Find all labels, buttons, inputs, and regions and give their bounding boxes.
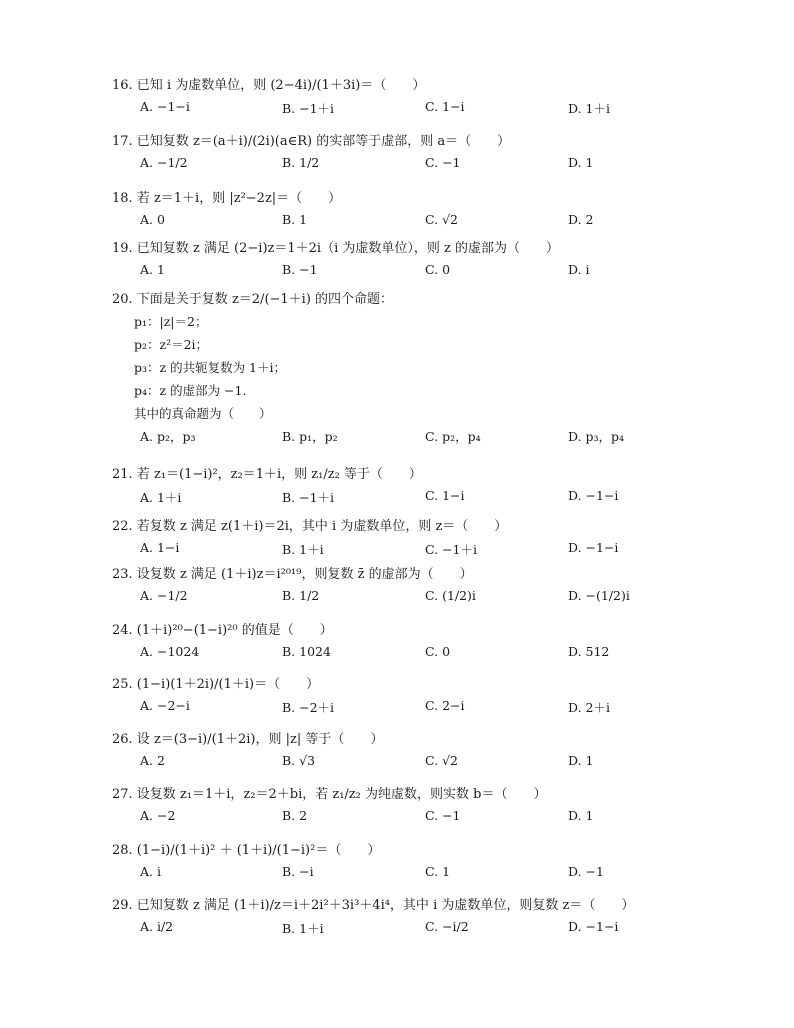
option-b[interactable]: B. 2: [282, 808, 308, 823]
option-d[interactable]: D. 1: [568, 753, 594, 768]
answer-options: [112, 588, 752, 606]
question-25: [112, 676, 752, 716]
option-c[interactable]: C. 0: [425, 262, 451, 277]
option-a[interactable]: A. 1: [140, 262, 165, 277]
question-stem: 22. 若复数 z 满足 z(1＋i)＝2i，其中 i 为虚数单位，则 z＝（ ）: [112, 519, 508, 534]
option-c[interactable]: C. −1＋i: [425, 542, 477, 557]
question-24: [112, 622, 752, 662]
option-b[interactable]: B. 1＋i: [282, 542, 324, 557]
option-a[interactable]: A. −2: [140, 808, 176, 823]
option-d[interactable]: D. 2＋i: [568, 700, 610, 715]
option-b[interactable]: B. −1＋i: [282, 101, 335, 116]
option-d[interactable]: D. 1: [568, 155, 594, 170]
option-b[interactable]: B. √3: [282, 753, 316, 768]
proposition-list: [112, 310, 752, 425]
option-d[interactable]: D. −(1/2)i: [568, 588, 630, 603]
option-c[interactable]: C. 1−i: [425, 488, 465, 503]
question-22: [112, 518, 752, 558]
option-b[interactable]: B. −1: [282, 262, 318, 277]
question-stem: 26. 设 z＝(3−i)/(1＋2i)，则 |z| 等于（ ）: [112, 732, 384, 747]
question-17: [112, 133, 752, 173]
question-29: [112, 897, 752, 937]
question-21: [112, 466, 752, 506]
question-26: [112, 731, 752, 771]
option-a[interactable]: A. −1024: [140, 644, 200, 659]
option-b[interactable]: B. −i: [282, 864, 314, 879]
option-a[interactable]: A. 1＋i: [140, 490, 182, 505]
option-b[interactable]: B. 1＋i: [282, 921, 324, 936]
option-a[interactable]: A. −1/2: [140, 588, 188, 603]
proposition-prompt: 其中的真命题为（ ）: [134, 406, 272, 421]
option-c[interactable]: C. √2: [425, 212, 458, 227]
question-stem: 20. 下面是关于复数 z＝2/(−1＋i) 的四个命题：: [112, 292, 394, 307]
question-stem: 16. 已知 i 为虚数单位，则 (2−4i)/(1＋3i)＝（ ）: [112, 78, 426, 93]
option-c[interactable]: C. −1: [425, 808, 461, 823]
proposition-p3: p₃：z 的共轭复数为 1＋i；: [134, 360, 286, 375]
answer-options: [112, 864, 752, 882]
option-c[interactable]: C. 2−i: [425, 698, 465, 713]
proposition-p4: p₄：z 的虚部为 −1.: [134, 383, 247, 398]
answer-options: [112, 919, 752, 937]
question-stem: 24. (1＋i)²⁰−(1−i)²⁰ 的值是（ ）: [112, 623, 333, 638]
option-d[interactable]: D. 1: [568, 808, 594, 823]
option-b[interactable]: B. p₁，p₂: [282, 429, 338, 444]
option-d[interactable]: D. −1: [568, 864, 604, 879]
option-d[interactable]: D. 1＋i: [568, 101, 610, 116]
answer-options: [112, 262, 752, 280]
question-16: [112, 77, 752, 117]
option-d[interactable]: D. 512: [568, 644, 610, 659]
option-b[interactable]: B. 1024: [282, 644, 331, 659]
option-d[interactable]: D. −1−i: [568, 540, 619, 555]
question-stem: 17. 已知复数 z＝(a＋i)/(2i)(a∈R) 的实部等于虚部，则 a＝（ ）: [112, 134, 511, 149]
option-d[interactable]: D. −1−i: [568, 488, 619, 503]
question-stem: 28. (1−i)/(1＋i)² ＋ (1＋i)/(1−i)²＝（ ）: [112, 843, 381, 858]
answer-options: [112, 540, 752, 558]
option-c[interactable]: C. (1/2)i: [425, 588, 476, 603]
option-c[interactable]: C. 1: [425, 864, 451, 879]
question-23: [112, 566, 752, 606]
question-27: [112, 786, 752, 826]
proposition-p2: p₂：z²＝2i；: [134, 337, 209, 352]
option-d[interactable]: D. i: [568, 262, 590, 277]
option-c[interactable]: C. p₂，p₄: [425, 429, 481, 444]
answer-options: [112, 427, 752, 445]
question-28: [112, 842, 752, 882]
answer-options: [112, 212, 752, 230]
answer-options: [112, 644, 752, 662]
option-b[interactable]: B. −2＋i: [282, 700, 335, 715]
option-a[interactable]: A. −2−i: [140, 698, 190, 713]
question-19: [112, 240, 752, 280]
question-stem: 18. 若 z＝1＋i，则 |z²−2z|＝（ ）: [112, 191, 342, 206]
option-c[interactable]: C. 0: [425, 644, 451, 659]
answer-options: [112, 808, 752, 826]
option-a[interactable]: A. 0: [140, 212, 165, 227]
question-stem: 19. 已知复数 z 满足 (2−i)z＝1＋2i（i 为虚数单位），则 z 的虚部为（ ）: [112, 241, 559, 256]
question-18: [112, 190, 752, 230]
question-stem: 27. 设复数 z₁＝1＋i，z₂＝2＋bi，若 z₁/z₂ 为纯虚数，则实数 b＝（ ）: [112, 787, 547, 802]
option-b[interactable]: B. −1＋i: [282, 490, 335, 505]
option-a[interactable]: A. −1/2: [140, 155, 188, 170]
answer-options: [112, 155, 752, 173]
answer-options: [112, 99, 752, 117]
question-stem: 23. 设复数 z 满足 (1＋i)z＝i²⁰¹⁹，则复数 z̄ 的虚部为（ ）: [112, 567, 473, 582]
question-20: [112, 291, 752, 445]
option-d[interactable]: D. 2: [568, 212, 594, 227]
option-d[interactable]: D. −1−i: [568, 919, 619, 934]
option-b[interactable]: B. 1/2: [282, 155, 320, 170]
question-stem: 25. (1−i)(1＋2i)/(1＋i)＝（ ）: [112, 677, 320, 692]
answer-options: [112, 698, 752, 716]
answer-options: [112, 753, 752, 771]
option-c[interactable]: C. −i/2: [425, 919, 469, 934]
option-c[interactable]: C. √2: [425, 753, 458, 768]
answer-options: [112, 488, 752, 506]
option-d[interactable]: D. p₃，p₄: [568, 429, 625, 444]
option-a[interactable]: A. i: [140, 864, 161, 879]
option-a[interactable]: A. i/2: [140, 919, 174, 934]
option-a[interactable]: A. 2: [140, 753, 165, 768]
option-b[interactable]: B. 1: [282, 212, 308, 227]
option-c[interactable]: C. 1−i: [425, 99, 465, 114]
question-stem: 21. 若 z₁＝(1−i)²，z₂＝1＋i，则 z₁/z₂ 等于（ ）: [112, 467, 422, 482]
option-a[interactable]: A. p₂，p₃: [140, 429, 196, 444]
option-b[interactable]: B. 1/2: [282, 588, 320, 603]
proposition-p1: p₁：|z|＝2；: [134, 314, 208, 329]
option-a[interactable]: A. 1−i: [140, 540, 180, 555]
option-a[interactable]: A. −1−i: [140, 99, 190, 114]
question-stem: 29. 已知复数 z 满足 (1＋i)/z＝i＋2i²＋3i³＋4i⁴，其中 i 为虚数单位，则复数 z＝（ ）: [112, 898, 635, 913]
option-c[interactable]: C. −1: [425, 155, 461, 170]
